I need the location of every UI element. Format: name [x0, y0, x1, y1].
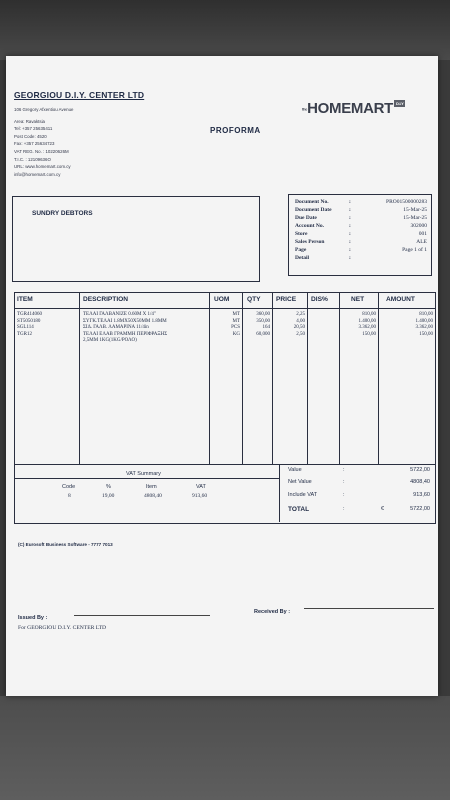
- vat-col-vat: VAT: [196, 484, 206, 490]
- col-uom: UOM: [214, 296, 230, 303]
- issued-by-line: [74, 615, 210, 616]
- table-row-net: 810,00 1.400,00 3.362,00 150,00: [358, 312, 376, 337]
- grand-total-value: 5722,00: [410, 506, 430, 512]
- doc-info-row: Document No. : PRO01500000283: [295, 199, 427, 205]
- grand-total-label: TOTAL: [288, 506, 310, 513]
- header-divider: [14, 308, 435, 309]
- table-row-description: ΤΕΛΑΙ ΓΑΛΒΑΝΙΖΕ 0.60Μ Χ 1/4" ΣΥΓΚ.ΤΕΛΑΙ 1.8ΜΧ50Χ50ΜΜ 1.8ΜΜ ΣΙΔ. ΓΑΛΒ. ΛΑΜΑΡΙΝΑ 11/4in ΤΕΛΑΙ ΕΛΑΒ ΓΡΑΜΜΗ ΠΕΡΙΦΡΑΞΗΣ 2,5ΜΜ 1KG(1KG/ΡΟΛΟ): [83, 312, 168, 344]
- company-line: T.I.C. : 12109636O: [14, 156, 51, 162]
- summary-divider: [14, 464, 435, 465]
- col-description: DESCRIPTION: [83, 296, 129, 303]
- proforma-document: GEORGIOU D.I.Y. CENTER LTD 106 Gregory Afxentiou Avenue Area: Ravaktsia Tel: +357 25635411 Post Code: 4520 Fax: +357 25634723 VAT REG. No. : 10220626M T.I.C. : 12109636O URL: www.homemart.com.cy info@homemart.com.cy theHOMEMART D.I.Y PROFORMA SUNDRY DEBTORS Document No. : PRO01500000283 Document Date : 15-Mar-25 Due Date : 15-Mar-25 Account No. : 302000 Store : 001 Sales Person : ALE Page : Page 1 of 1 Detail : ITEM DESCRIPTION UOM QTY PRICE DIS% NET AMOUNT TGR414060 ST5050180 SGL114 TGR12 ΤΕΛΑΙ ΓΑΛΒΑΝΙΖΕ 0.60Μ Χ 1/4" ΣΥΓΚ.ΤΕΛΑΙ 1.8ΜΧ50Χ50ΜΜ 1.8ΜΜ ΣΙΔ. ΓΑΛΒ. ΛΑΜΑΡΙΝΑ 11/4in ΤΕΛΑΙ ΕΛΑΒ ΓΡΑΜΜΗ ΠΕΡΙΦΡΑΞΗΣ 2,5ΜΜ 1KG(1KG/ΡΟΛΟ) MT MT PCS KG 360,00 350,00 164 60,000 2,25 4,00 20,50 2,50 810,00 1.400,00 3.362,00 150,00 810,00 1.400,00 3.362,00 150,00 VAT Summary Code % Item VAT 8 19,00 4808,40 913,60 Value : 5722,00 Net Value : 4808,40 Include VAT : 913,60 TOTAL : € 5722,00 (C) Eurosoft Business Software - 7777 7013 Issued By : Received By : For GEORGIOU D.I.Y. CENTER LTD: [6, 56, 438, 696]
- net-value-label: Net Value: [288, 479, 312, 485]
- include-vat-value: 913,60: [413, 492, 430, 498]
- received-by-line: [304, 608, 434, 609]
- customer-name: SUNDRY DEBTORS: [32, 210, 93, 217]
- vat-amount: 913,60: [192, 493, 208, 499]
- issued-by-label: Issued By :: [18, 615, 48, 621]
- vat-col-item: Item: [146, 484, 157, 490]
- total-value: 5722,00: [410, 467, 430, 473]
- table-row-item: TGR414060 ST5050180 SGL114 TGR12: [17, 312, 42, 337]
- logo-prefix: the: [302, 106, 308, 112]
- doc-info-row: Account No. : 302000: [295, 223, 427, 229]
- company-line: Post Code: 4520: [14, 133, 47, 139]
- document-type: PROFORMA: [210, 126, 261, 135]
- company-line: Tel: +357 25635411: [14, 126, 53, 132]
- vat-summary-title: VAT Summary: [126, 471, 161, 477]
- received-by-label: Received By :: [254, 609, 291, 615]
- doc-info-row: Page : Page 1 of 1: [295, 247, 427, 253]
- company-info: [14, 106, 73, 178]
- company-address: 106 Gregory Afxentiou Avenue: [14, 107, 74, 112]
- col-qty: QTY: [247, 296, 261, 303]
- vat-pct: 19,00: [102, 493, 115, 499]
- doc-info-row: Document Date : 15-Mar-25: [295, 207, 427, 213]
- doc-info-row: Store : 001: [295, 231, 427, 237]
- company-name: GEORGIOU D.I.Y. CENTER LTD: [14, 90, 145, 100]
- col-price: PRICE: [276, 296, 297, 303]
- vat-code: 8: [68, 493, 71, 499]
- doc-info-row: Detail :: [295, 255, 351, 261]
- col-net: NET: [351, 296, 365, 303]
- logo-tag: D.I.Y: [396, 101, 404, 106]
- background-top: [0, 0, 450, 60]
- table-row-uom: MT MT PCS KG: [231, 312, 240, 337]
- doc-info-row: Sales Person : ALE: [295, 239, 427, 245]
- vat-col-pct: %: [106, 484, 111, 490]
- company-line: info@homemart.com.cy: [14, 171, 61, 177]
- table-row-qty: 360,00 350,00 164 60,000: [256, 312, 270, 337]
- doc-info-row: Due Date : 15-Mar-25: [295, 215, 427, 221]
- customer-box: [12, 196, 260, 282]
- table-row-price: 2,25 4,00 20,50 2,50: [293, 312, 305, 337]
- col-disc: DIS%: [311, 296, 328, 303]
- total-label: Value: [288, 467, 302, 473]
- company-line: URL: www.homemart.com.cy: [14, 164, 71, 170]
- currency-symbol: €: [381, 506, 385, 512]
- for-company: For GEORGIOU D.I.Y. CENTER LTD: [18, 625, 107, 631]
- background-floor: [0, 696, 450, 800]
- company-line: VAT REG. No. : 10220626M: [14, 148, 69, 154]
- table-row-amount: 810,00 1.400,00 3.362,00 150,00: [415, 312, 433, 337]
- software-footer: (C) Eurosoft Business Software - 7777 7013: [18, 542, 113, 547]
- vat-col-code: Code: [62, 484, 76, 490]
- vat-item: 4808,40: [144, 493, 162, 499]
- company-line: Fax: +357 25634723: [14, 141, 55, 147]
- net-value: 4808,40: [410, 479, 430, 485]
- col-item: ITEM: [17, 296, 33, 303]
- company-line: Area: Ravaktsia: [14, 118, 45, 124]
- col-amount: AMOUNT: [386, 296, 415, 303]
- logo-text: HOMEMART: [307, 100, 394, 117]
- document-info-box: [288, 194, 432, 276]
- homemart-logo: [302, 100, 405, 117]
- include-vat-label: Include VAT: [288, 492, 318, 498]
